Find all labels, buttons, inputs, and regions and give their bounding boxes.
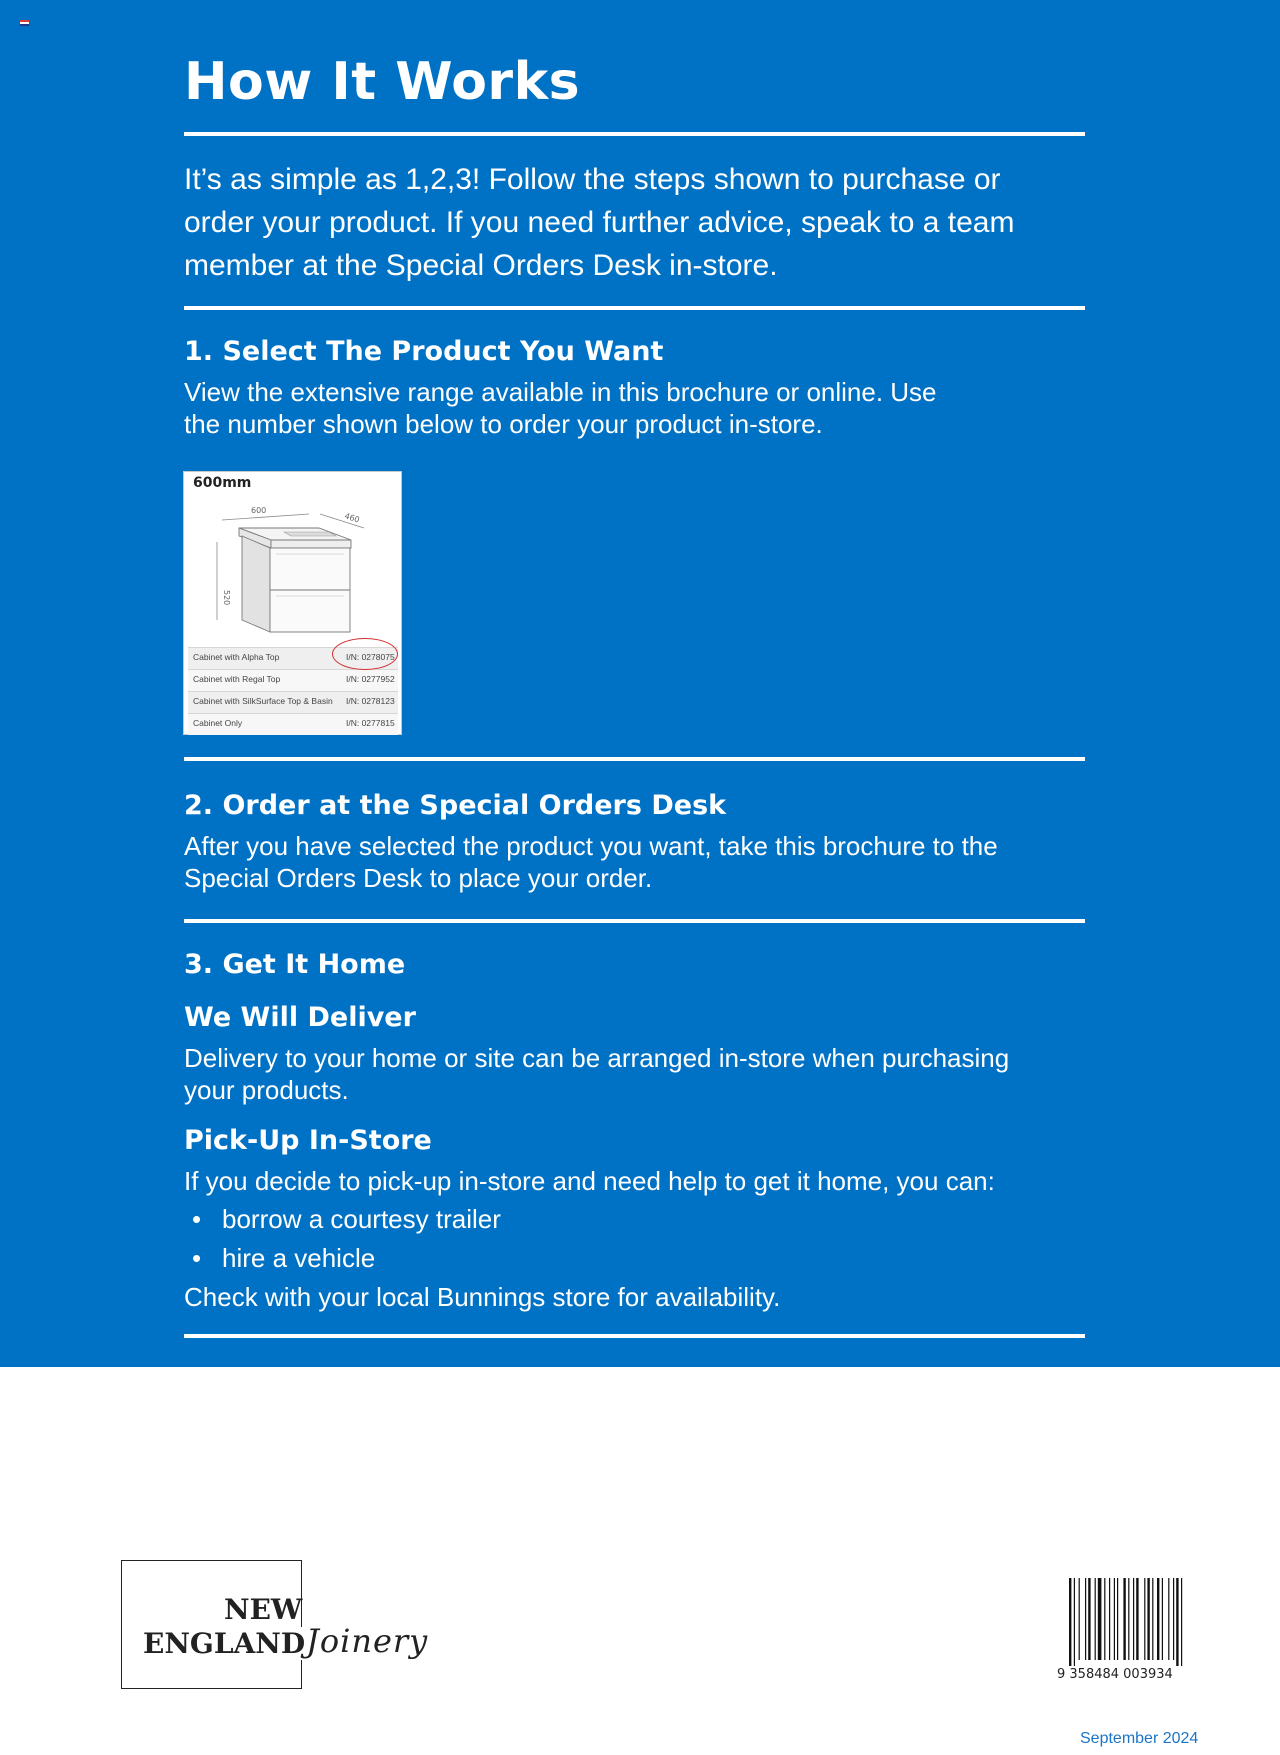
logo-text-england: ENGLAND	[143, 1627, 309, 1660]
divider	[184, 306, 1085, 310]
divider	[184, 1334, 1085, 1338]
product-code: I/N: 0278075	[346, 652, 395, 662]
product-code: I/N: 0277815	[346, 718, 395, 728]
step-2-title: 2. Order at the Special Orders Desk	[184, 790, 727, 821]
pickup-text: If you decide to pick-up in-store and need help to get it home, you can:	[184, 1166, 995, 1196]
table-row: Cabinet with Regal Top I/N: 0277952	[188, 669, 398, 691]
intro-text: It’s as simple as 1,2,3! Follow the steps shown to purchase or order your product. If you need further advice, speak to a team member at the Special Orders Desk in-store.	[184, 163, 1015, 282]
divider	[184, 757, 1085, 761]
dimension-depth: 460	[343, 511, 361, 525]
table-row: Cabinet with SilkSurface Top & Basin I/N: 0278123	[188, 691, 398, 713]
list-item: • hire a vehicle	[192, 1243, 376, 1273]
list-item: • borrow a courtesy trailer	[192, 1204, 501, 1234]
logo-text-new: NEW	[224, 1593, 303, 1626]
dimension-height: 520	[222, 590, 231, 606]
product-diagram-card	[183, 471, 402, 735]
deliver-text: Delivery to your home or site can be arranged in-store when purchasing your products.	[184, 1043, 1010, 1105]
step-3-title: 3. Get It Home	[184, 949, 406, 980]
logo-text-joinery: Joinery	[306, 1622, 429, 1660]
product-code: I/N: 0277952	[346, 674, 395, 684]
availability-text: Check with your local Bunnings store for availability.	[184, 1282, 781, 1312]
deliver-title: We Will Deliver	[184, 1002, 416, 1033]
dimension-width: 600	[251, 506, 267, 515]
pickup-options-list	[184, 1200, 501, 1278]
pickup-title: Pick-Up In-Store	[184, 1125, 432, 1156]
barcode-number: 9 358484 003934	[1057, 1667, 1173, 1680]
edition-date: September 2024	[1080, 1730, 1199, 1747]
step-1-title: 1. Select The Product You Want	[184, 336, 664, 367]
flag-icon	[20, 20, 29, 26]
step-2-text: After you have selected the product you want, take this brochure to the Special Orders Desk to place your order.	[184, 831, 998, 893]
step-1-text: View the extensive range available in this brochure or online. Use the number shown below to order your product in-store.	[184, 377, 937, 439]
cabinet-drawing	[184, 492, 403, 652]
page-title: How It Works	[184, 52, 581, 112]
table-row: Cabinet Only I/N: 0277815	[188, 713, 398, 735]
divider	[184, 132, 1085, 136]
highlight-circle	[332, 638, 398, 670]
product-code: I/N: 0278123	[346, 696, 395, 706]
barcode	[1055, 1578, 1210, 1680]
product-size-label: 600mm	[193, 475, 252, 491]
divider	[184, 919, 1085, 923]
table-row: Cabinet with Alpha Top I/N: 0278075	[188, 647, 398, 669]
